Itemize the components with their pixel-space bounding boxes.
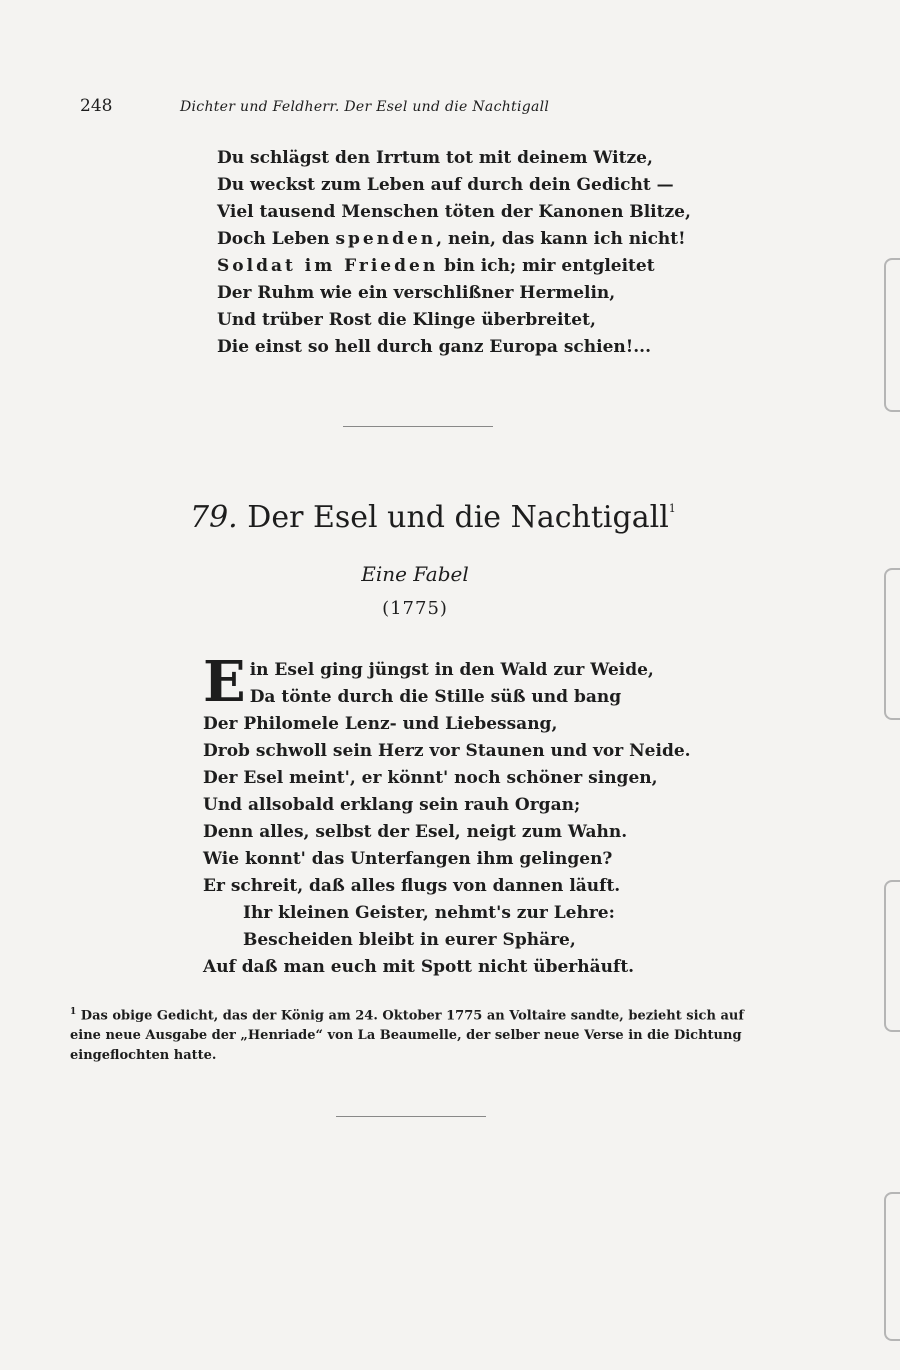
- verse-line: Da tönte durch die Stille süß und bang: [249, 687, 622, 707]
- verse-line: Auf daß man euch mit Spott nicht überhäuft.: [203, 957, 635, 977]
- emphasized-word: spenden: [335, 229, 437, 249]
- verse-segment: bin ich; mir entgleitet: [438, 256, 655, 276]
- verse-line: Die einst so hell durch ganz Europa schien!...: [217, 337, 651, 357]
- page-number: 248: [80, 96, 113, 116]
- poem-title: [190, 500, 676, 535]
- verse-line: Drob schwoll sein Herz vor Staunen und vor Neide.: [203, 741, 691, 761]
- poem-title-text: Der Esel und die Nachtigall: [247, 500, 669, 535]
- poem-subtitle: Eine Fabel: [361, 562, 469, 586]
- section-divider: [343, 426, 493, 427]
- fable-poem: [203, 649, 691, 981]
- footnote: [70, 1002, 760, 1066]
- binder-ring: [884, 568, 900, 720]
- binder-ring: [884, 880, 900, 1032]
- section-divider: [336, 1116, 486, 1117]
- verse-segment: in Esel ging jüngst in den Wald zur Weide,: [249, 660, 654, 680]
- poem-number: 79.: [190, 500, 238, 535]
- verse-line: Bescheiden bleibt in eurer Sphäre,: [243, 930, 576, 950]
- verse-line: Du weckst zum Leben auf durch dein Gedicht —: [217, 175, 674, 195]
- emphasized-phrase: Soldat im Frieden: [217, 256, 439, 276]
- page-header: [80, 96, 600, 116]
- verse-segment: , nein, das kann ich nicht!: [436, 229, 686, 249]
- verse-line: Und trüber Rost die Klinge überbreitet,: [217, 310, 596, 330]
- verse-line: Denn alles, selbst der Esel, neigt zum Wahn.: [203, 822, 628, 842]
- verse-line: Der Philomele Lenz- und Liebessang,: [203, 714, 558, 734]
- verse-line: [217, 226, 691, 253]
- verse-line: Der Ruhm wie ein verschlißner Hermelin,: [217, 283, 616, 303]
- footnote-ref: 1: [668, 502, 676, 515]
- verse-line: Viel tausend Menschen töten der Kanonen Blitze,: [217, 202, 691, 222]
- running-title: Dichter und Feldherr. Der Esel und die Nachtigall: [180, 99, 550, 115]
- verse-line: Wie konnt' das Unterfangen ihm gelingen?: [203, 849, 613, 869]
- footnote-marker: 1: [70, 1007, 77, 1017]
- poem-year: (1775): [382, 598, 448, 619]
- binder-ring: [884, 1192, 900, 1341]
- verse-line: Du schlägst den Irrtum tot mit deinem Witze,: [217, 148, 653, 168]
- verse-line: Und allsobald erklang sein rauh Organ;: [203, 795, 581, 815]
- verse-line: [217, 253, 691, 280]
- poem-excerpt: [217, 145, 691, 361]
- verse-segment: Doch Leben: [217, 229, 336, 249]
- verse-line: Er schreit, daß alles flugs von dannen läuft.: [203, 876, 621, 896]
- verse-line: Ihr kleinen Geister, nehmt's zur Lehre:: [243, 903, 615, 923]
- binder-ring: [884, 258, 900, 412]
- footnote-text: Das obige Gedicht, das der König am 24. Oktober 1775 an Voltaire sandte, bezieht sich auf eine neue Ausgabe der „Henriade“ von La Beaumelle, der selber neue Verse in die Dichtung eingeflochten hatte.: [70, 1008, 744, 1064]
- verse-line: Der Esel meint', er könnt' noch schöner singen,: [203, 768, 658, 788]
- drop-cap: E: [203, 649, 246, 715]
